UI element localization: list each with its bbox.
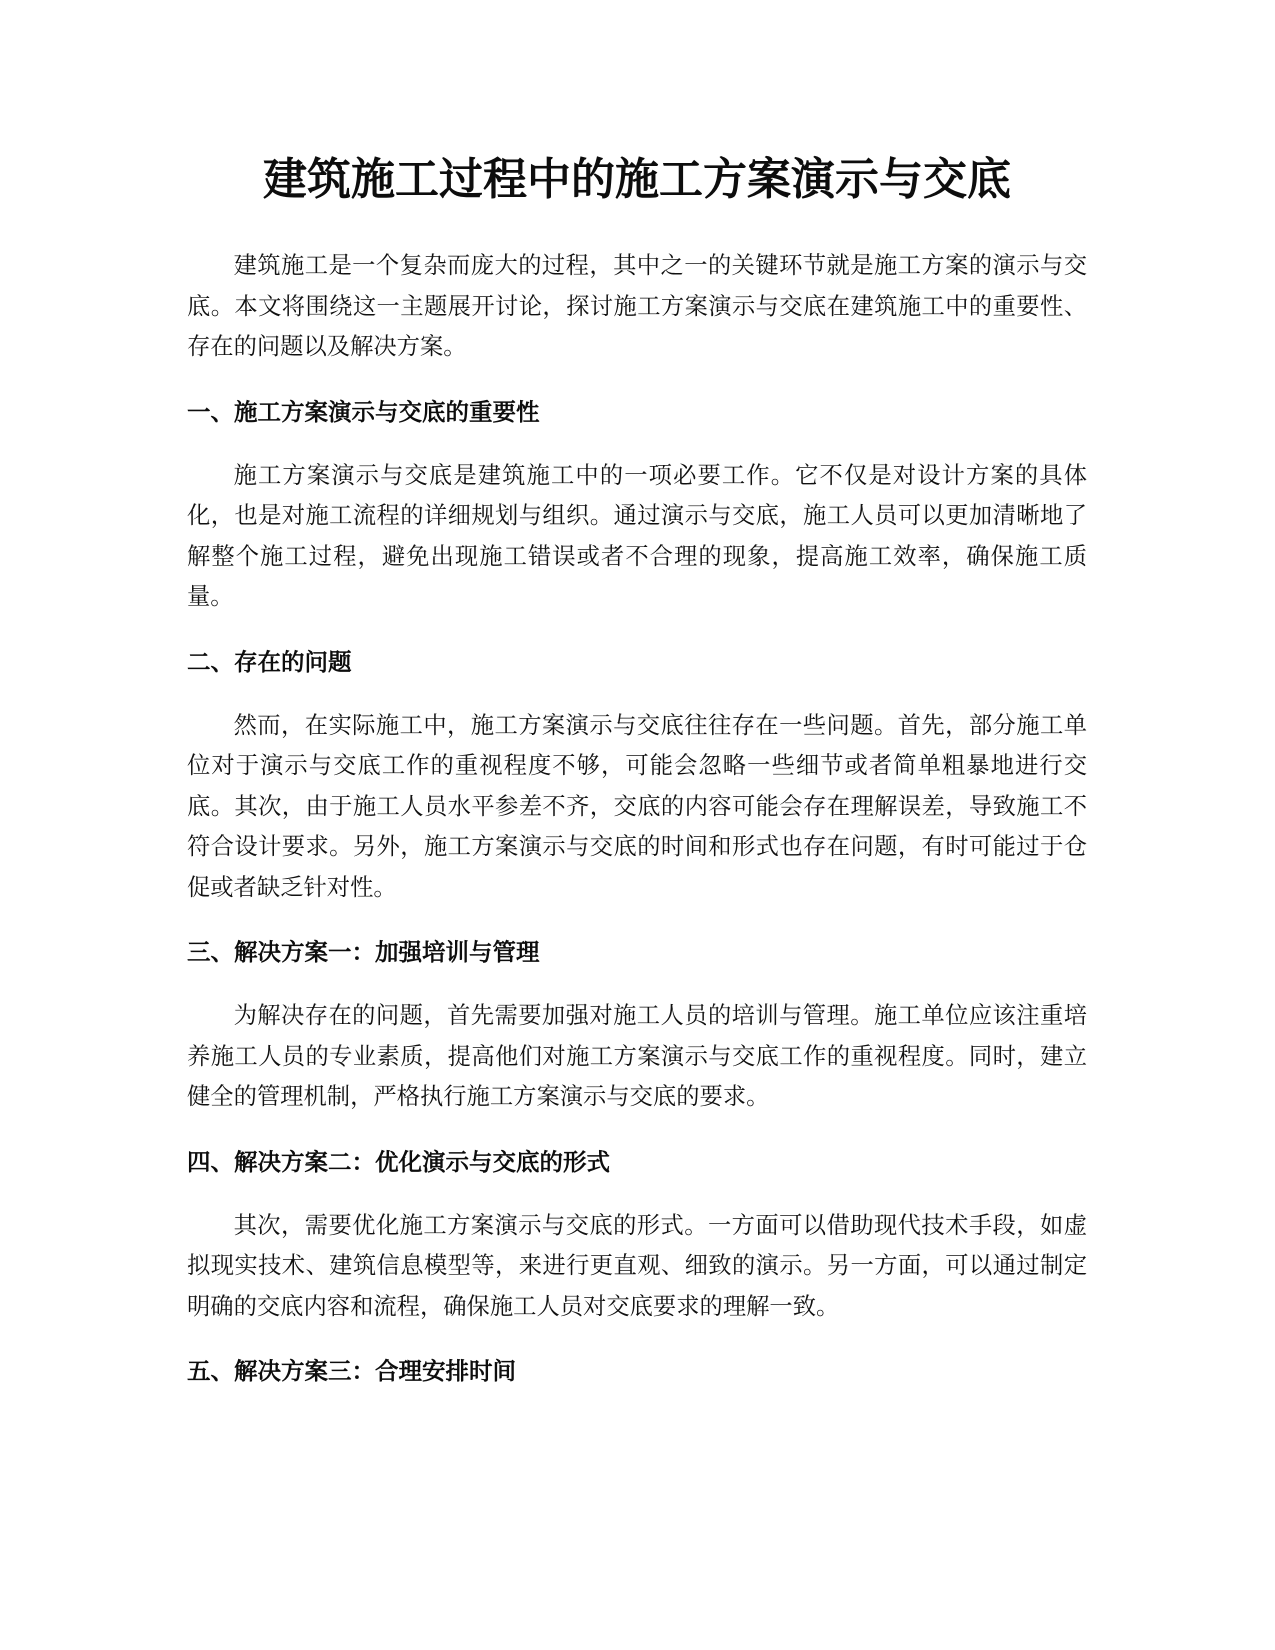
section-paragraph: 施工方案演示与交底是建筑施工中的一项必要工作。它不仅是对设计方案的具体化，也是对施工流程的详细规划与组织。通过演示与交底，施工人员可以更加清晰地了解整个施工过程，避免出现施工错误或者不合理的现象，提高施工效率，确保施工质量。 (187, 461, 1087, 610)
section-solution-two (187, 1142, 1087, 1328)
document-page (187, 140, 1087, 1391)
section-heading: 一、施工方案演示与交底的重要性 (187, 397, 540, 426)
section-heading: 二、存在的问题 (187, 647, 352, 676)
section-heading: 三、解决方案一：加强培训与管理 (187, 938, 540, 966)
document-title: 建筑施工过程中的施工方案演示与交底 (263, 154, 1011, 205)
section-importance (187, 392, 1087, 618)
section-heading: 四、解决方案二：优化演示与交底的形式 (187, 1147, 610, 1176)
section-paragraph: 为解决存在的问题，首先需要加强对施工人员的培训与管理。施工单位应该注重培养施工人员的专业素质，提高他们对施工方案演示与交底工作的重视程度。同时，建立健全的管理机制，严格执行施工方案演示与交底的要求。 (187, 1002, 1087, 1110)
section-paragraph: 其次，需要优化施工方案演示与交底的形式。一方面可以借助现代技术手段，如虚拟现实技术、建筑信息模型等，来进行更直观、细致的演示。另一方面，可以通过制定明确的交底内容和流程，确保施工人员对交底要求的理解一致。 (187, 1211, 1087, 1320)
section-solution-one (187, 932, 1087, 1118)
section-problems (187, 642, 1087, 909)
section-paragraph: 然而，在实际施工中，施工方案演示与交底往往存在一些问题。首先，部分施工单位对于演示与交底工作的重视程度不够，可能会忽略一些细节或者简单粗暴地进行交底。其次，由于施工人员水平参差不齐，交底的内容可能会存在理解误差，导致施工不符合设计要求。另外，施工方案演示与交底的时间和形式也存在问题，有时可能过于仓促或者缺乏针对性。 (187, 711, 1087, 901)
section-heading: 五、解决方案三：合理安排时间 (187, 1357, 516, 1385)
section-solution-three (187, 1351, 1087, 1391)
intro-paragraph: 建筑施工是一个复杂而庞大的过程，其中之一的关键环节就是施工方案的演示与交底。本文将围绕这一主题展开讨论，探讨施工方案演示与交底在建筑施工中的重要性、存在的问题以及解决方案。 (187, 252, 1087, 360)
